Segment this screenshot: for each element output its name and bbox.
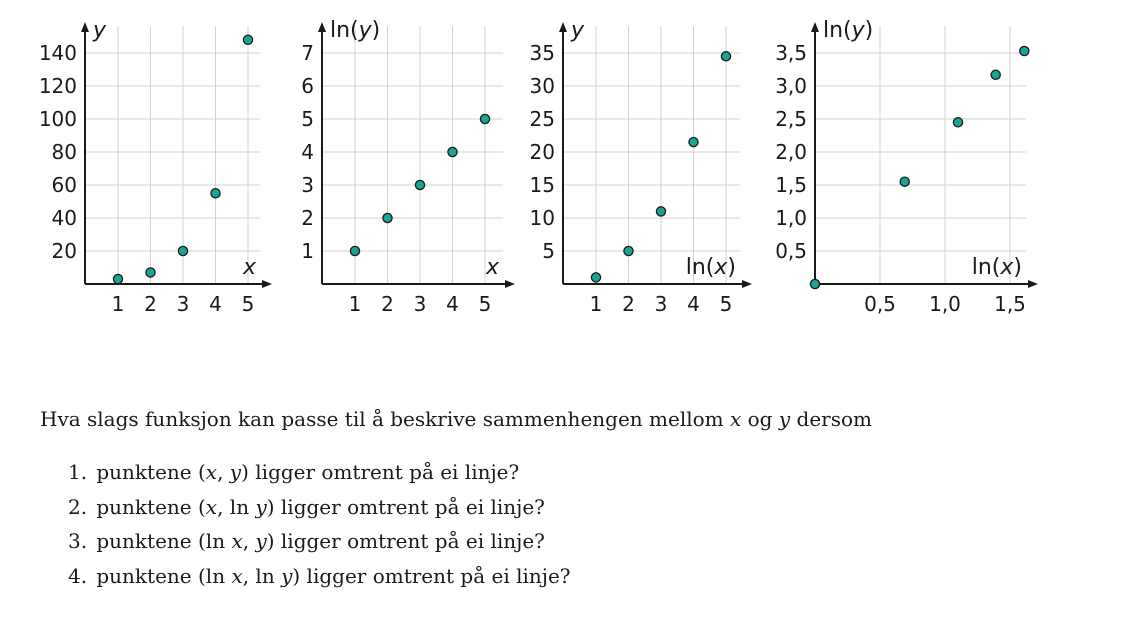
x-tick-label: 2	[144, 292, 157, 316]
y-axis-label: y	[571, 18, 585, 43]
data-point	[383, 213, 392, 222]
y-tick-label: 80	[51, 140, 77, 164]
data-point	[448, 147, 457, 156]
y-tick-label: 140	[38, 41, 77, 65]
y-tick-label: 1,0	[775, 206, 807, 230]
question-prefix: Hva slags funksjon kan passe til å beskrive sammenhengen mellom	[40, 407, 730, 431]
data-point	[591, 273, 600, 282]
item-mid: , ln	[217, 494, 256, 519]
x-axis-label: x	[242, 255, 256, 280]
y-tick-label: 2,5	[775, 107, 807, 131]
item-mid: ,	[217, 460, 230, 484]
list-item	[68, 524, 571, 559]
item-pre: punktene (ln	[96, 563, 232, 588]
y-tick-label: 5	[542, 239, 555, 263]
item-number: 4.	[68, 563, 88, 588]
x-tick-label: 3	[176, 292, 190, 316]
y-axis-label: ln(y)	[330, 18, 381, 43]
y-tick-label: 7	[301, 41, 314, 65]
x-tick-label: 1,0	[929, 292, 961, 316]
x-axis-label: x	[485, 255, 499, 280]
item-var-b: y	[255, 494, 267, 519]
chart-1	[39, 18, 272, 316]
x-axis-arrow	[742, 280, 752, 288]
y-tick-label: 40	[51, 206, 77, 230]
item-post: ) ligger omtrent på ei linje?	[266, 494, 545, 519]
y-axis-arrow	[811, 22, 819, 32]
y-axis-arrow	[318, 22, 326, 32]
x-tick-label: 2	[622, 292, 635, 316]
data-point	[624, 246, 633, 255]
data-point	[480, 114, 489, 123]
item-mid: , ln	[242, 563, 282, 588]
data-point	[113, 274, 122, 283]
item-var-a: x	[231, 529, 243, 553]
question-og: og	[741, 407, 779, 431]
x-tick-label: 5	[241, 292, 255, 316]
x-tick-label: 4	[209, 292, 222, 316]
data-point	[810, 279, 819, 288]
y-axis-arrow	[81, 22, 89, 32]
item-post: ) ligger omtrent på ei linje?	[266, 529, 545, 553]
y-tick-label: 5	[301, 107, 314, 131]
x-tick-label: 5	[719, 292, 733, 316]
x-tick-label: 4	[687, 292, 700, 316]
data-point	[900, 177, 909, 186]
x-tick-label: 5	[478, 292, 492, 316]
item-post: ) ligger omtrent på ei linje?	[292, 563, 571, 588]
chart-2	[301, 18, 515, 316]
chart-3	[530, 18, 752, 316]
x-tick-label: 3	[654, 292, 668, 316]
data-point	[211, 189, 220, 198]
y-tick-label: 10	[529, 206, 555, 230]
item-mid: ,	[242, 529, 256, 553]
x-axis-arrow	[1028, 280, 1038, 288]
y-tick-label: 25	[529, 107, 555, 131]
y-tick-label: 1	[301, 239, 314, 263]
y-tick-label: 30	[529, 74, 555, 98]
y-tick-label: 3,5	[775, 41, 807, 65]
y-tick-label: 6	[301, 74, 314, 98]
data-point	[350, 246, 359, 255]
data-point	[953, 118, 962, 127]
y-axis-label: ln(y)	[823, 18, 874, 43]
item-var-a: x	[231, 563, 243, 588]
y-tick-label: 1,5	[775, 173, 807, 197]
question-var-y: y	[778, 407, 791, 431]
list-item	[68, 455, 571, 490]
question-var-x: x	[730, 407, 742, 431]
y-tick-label: 120	[38, 74, 77, 98]
data-point	[656, 207, 665, 216]
x-tick-label: 1	[589, 292, 603, 316]
y-tick-label: 100	[38, 107, 77, 131]
item-pre: punktene (ln	[96, 529, 232, 553]
x-tick-label: 3	[413, 292, 427, 316]
question-suffix: dersom	[790, 407, 872, 431]
data-point	[991, 70, 1000, 79]
y-tick-label: 35	[529, 41, 555, 65]
data-point	[146, 268, 155, 277]
x-tick-label: 2	[381, 292, 394, 316]
item-var-b: y	[255, 529, 267, 553]
question-list	[68, 455, 571, 593]
x-tick-label: 0,5	[864, 292, 896, 316]
item-number: 3.	[68, 529, 88, 553]
y-tick-label: 20	[529, 140, 555, 164]
data-point	[689, 138, 698, 147]
question-text	[40, 404, 872, 434]
data-point	[178, 246, 187, 255]
data-point	[1020, 46, 1029, 55]
y-tick-label: 2	[301, 206, 314, 230]
item-var-b: y	[281, 563, 293, 588]
y-tick-label: 20	[51, 239, 77, 263]
data-point	[721, 52, 730, 61]
data-point	[415, 180, 424, 189]
item-var-a: x	[205, 494, 218, 519]
item-var-b: y	[229, 460, 242, 484]
x-tick-label: 1	[111, 292, 125, 316]
data-point	[243, 35, 252, 44]
y-tick-label: 3,0	[775, 74, 807, 98]
y-tick-label: 3	[301, 173, 314, 197]
chart-4	[775, 18, 1038, 316]
item-pre: punktene (	[96, 494, 206, 519]
x-axis-arrow	[505, 280, 515, 288]
item-number: 1.	[68, 460, 88, 484]
y-tick-label: 2,0	[775, 140, 807, 164]
y-tick-label: 60	[51, 173, 77, 197]
x-tick-label: 4	[446, 292, 459, 316]
item-post: ) ligger omtrent på ei linje?	[241, 460, 520, 484]
item-pre: punktene (	[96, 460, 206, 484]
item-number: 2.	[68, 494, 88, 519]
x-axis-label: ln(x)	[971, 255, 1022, 280]
y-tick-label: 0,5	[775, 239, 807, 263]
x-tick-label: 1	[348, 292, 362, 316]
x-axis-arrow	[262, 280, 272, 288]
y-tick-label: 4	[301, 140, 314, 164]
x-axis-label: ln(x)	[685, 255, 736, 280]
y-tick-label: 15	[529, 173, 555, 197]
item-var-a: x	[205, 460, 218, 484]
list-item	[68, 490, 571, 525]
y-axis-label: y	[93, 18, 107, 43]
list-item	[68, 559, 571, 594]
y-axis-arrow	[559, 22, 567, 32]
x-tick-label: 1,5	[994, 292, 1026, 316]
